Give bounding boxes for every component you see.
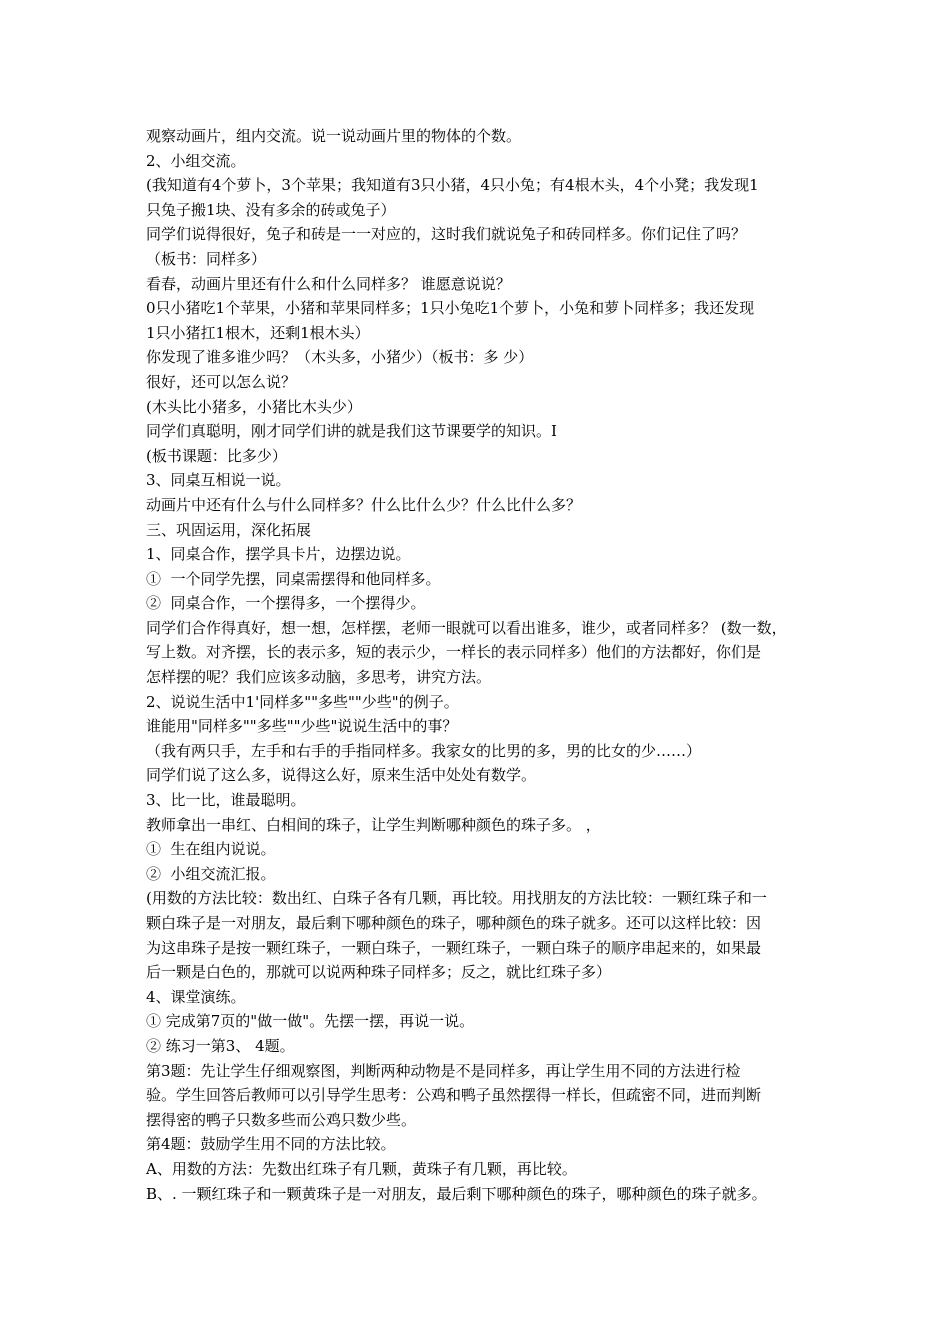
text-line: 同学们说了这么多，说得这么好，原来生活中处处有数学。 [146, 766, 537, 785]
text-line: 你发现了谁多谁少吗？（木头多，小猪少）（板书：多 少） [146, 348, 534, 367]
text-line: (我知道有4个萝卜，3个苹果；我知道有3只小猪，4只小兔；有4根木头，4个小凳；我发现1 [146, 176, 759, 195]
text-line: 1、同桌合作，摆学具卡片，边摆边说。 [146, 545, 411, 564]
text-line: 看春，动画片里还有什么和什么同样多？ 谁愿意说说？ [146, 274, 511, 293]
text-line: A、用数的方法：先数出红珠子有几颗，黄珠子有几颗，再比较。 [146, 1159, 577, 1178]
text-line: 3、比一比，谁最聪明。 [146, 791, 306, 810]
text-line: 同学们合作得真好，想一想，怎样摆，老师一眼就可以看出谁多，谁少，或者同样多？ (数一数， [146, 618, 787, 637]
text-line: (用数的方法比较：数出红、白珠子各有几颗，再比较。用找朋友的方法比较：一颗红珠子和一 [146, 889, 767, 908]
text-line: 验。学生回答后教师可以引导学生思考：公鸡和鸭子虽然摆得一样长，但疏密不同，进而判断 [146, 1086, 762, 1105]
text-line: 只兔子搬1块、没有多余的砖或兔子） [146, 200, 396, 219]
text-line: 0只小猪吃1个苹果，小猪和苹果同样多；1只小兔吃1个萝卜，小兔和萝卜同样多；我还发现 [146, 299, 755, 318]
text-line: 2、说说生活中1'同样多""多些""少些"的例子。 [146, 692, 459, 711]
text-line: ② 小组交流汇报。 [146, 864, 276, 883]
text-line: 写上数。对齐摆，长的表示多，短的表示少，一样长的表示同样多）他们的方法都好，你们是 [146, 643, 762, 662]
text-line: 第4题：鼓励学生用不同的方法比较。 [146, 1135, 396, 1154]
text-line: （板书：同样多） [146, 249, 267, 268]
text-line: ② 同桌合作，一个摆得多，一个摆得少。 [146, 594, 426, 613]
section-heading: 三、巩固运用，深化拓展 [146, 520, 312, 539]
text-line: 第3题：先让学生仔细观察图，判断两种动物是不是同样多，再让学生用不同的方法进行检 [146, 1061, 741, 1080]
text-line: ① 一个同学先摆，同桌需摆得和他同样多。 [146, 569, 441, 588]
text-line: 为这串珠子是按一颗红珠子，一颗白珠子，一颗红珠子，一颗白珠子的顺序串起来的，如果最 [146, 938, 762, 957]
text-line: (板书课题：比多少） [146, 446, 287, 465]
text-line: 颗白珠子是一对朋友，最后剩下哪种颜色的珠子，哪种颜色的珠子就多。还可以这样比较：因 [146, 914, 762, 932]
text-line: 4、课堂演练。 [146, 987, 246, 1006]
text-line: 同学们说得很好，兔子和砖是一一对应的，这时我们就说兔子和砖同样多。你们记住了吗？ [146, 225, 747, 244]
text-line: 观察动画片，组内交流。说一说动画片里的物体的个数。 [146, 127, 522, 145]
text-line: 2、小组交流。 [146, 151, 246, 170]
text-line: ② 练习一第3、 4题。 [146, 1036, 295, 1055]
text-line: （我有两只手，左手和右手的手指同样多。我家女的比男的多，男的比女的少……） [146, 741, 702, 760]
text-line: 同学们真聪明，刚才同学们讲的就是我们这节课要学的知识。I [146, 422, 557, 441]
text-line: ① 完成第7页的"做一做"。先摆一摆，再说一说。 [146, 1012, 475, 1031]
text-line: (木头比小猪多，小猪比木头少） [146, 397, 362, 416]
text-line: 后一颗是白色的，那就可以说两种珠子同样多；反之，就比红珠子多） [146, 963, 612, 982]
text-line: 摆得密的鸭子只数多些而公鸡只数少些。 [146, 1110, 417, 1129]
text-line: 3、同桌互相说一说。 [146, 471, 291, 490]
text-line: B、. 一颗红珠子和一颗黄珠子是一对朋友，最后剩下哪种颜色的珠子，哪种颜色的珠子就多。 [146, 1184, 767, 1203]
text-line: 怎样摆的呢？我们应该多动脑，多思考，讲究方法。 [146, 668, 492, 687]
text-line: 动画片中还有什么与什么同样多？什么比什么少？什么比什么多？ [146, 495, 582, 514]
text-line: 1只小猪扛1根木，还剩1根木头） [146, 323, 370, 342]
text-line: 谁能用"同样多""多些""少些"说说生活中的事？ [146, 717, 458, 736]
text-line: 教师拿出一串红、白相间的珠子，让学生判断哪种颜色的珠子多。 ， [146, 815, 601, 834]
document-body [146, 124, 814, 1206]
text-line: ① 生在组内说说。 [146, 840, 276, 859]
text-line: 很好，还可以怎么说？ [146, 372, 297, 391]
